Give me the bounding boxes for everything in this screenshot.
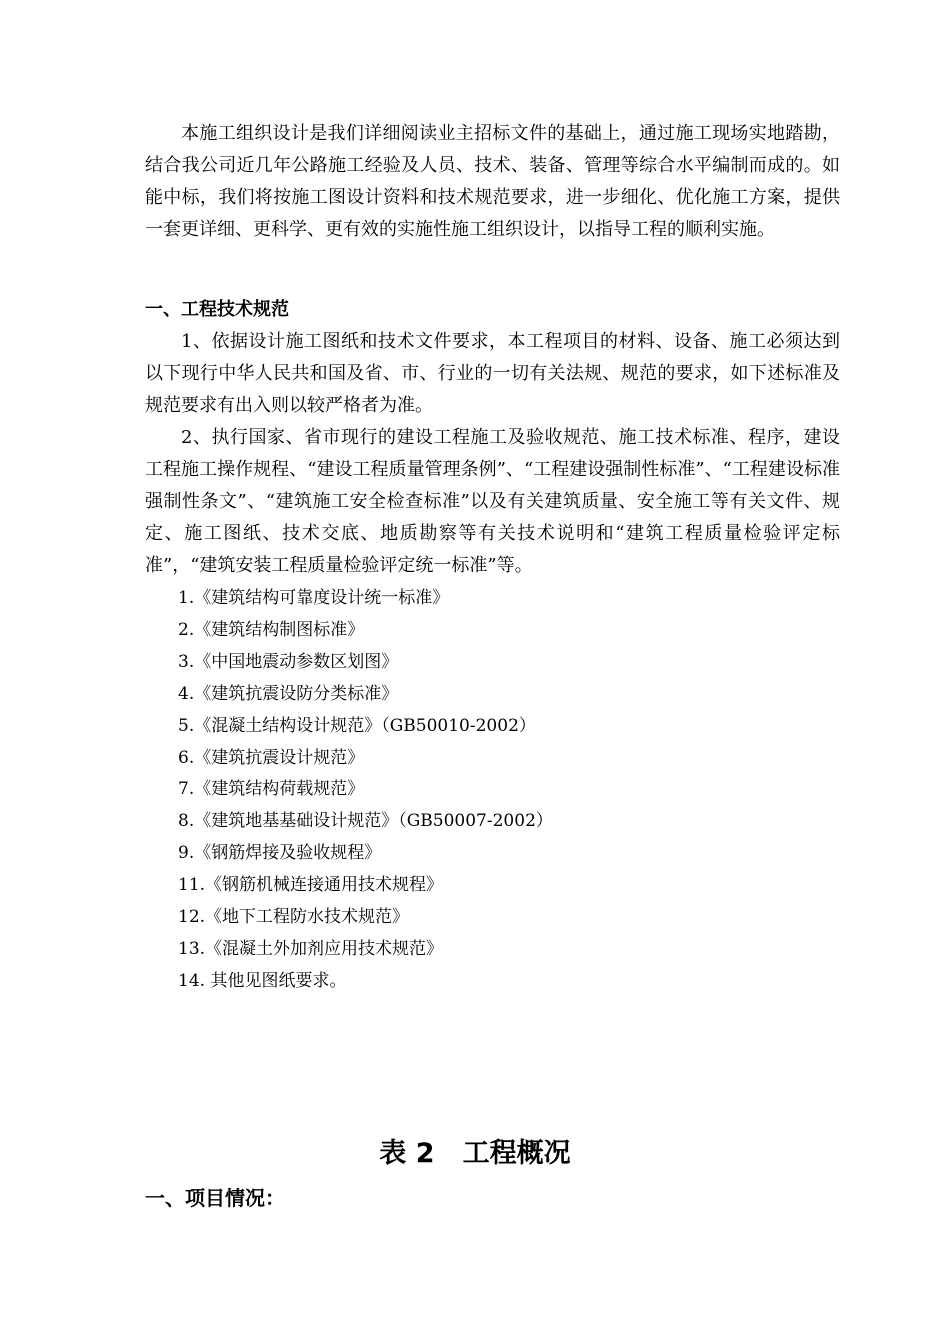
list-item: 1.《建筑结构可靠度设计统一标准》: [178, 588, 450, 608]
table-title: 表 2 工程概况: [379, 1138, 571, 1169]
list-item: 7.《建筑结构荷载规范》: [178, 779, 365, 800]
list-item: 14. 其他见图纸要求。: [178, 970, 347, 991]
list-item: 5.《混凝土结构设计规范》（GB50010-2002）: [178, 715, 536, 736]
intro-paragraph: 本施工组织设计是我们详细阅读业主招标文件的基础上，通过施工现场实地踏勘，结合我公司近几年公路施工经验及人员、技术、装备、管理等综合水平编制而成的。如能中标，我们将按施工图设计资料和技术规范要求，进一步细化、优化施工方案，提供一套更详细、更科学、更有效的实施性施工组织设计，以指导工程的顺利实施。: [145, 123, 840, 240]
list-item: 4.《建筑抗震设防分类标准》: [178, 683, 399, 704]
list-item: 6.《建筑抗震设计规范》: [178, 747, 365, 768]
list-item: 12.《地下工程防水技术规范》: [178, 907, 410, 928]
spec-paragraph-1: 1、依据设计施工图纸和技术文件要求，本工程项目的材料、设备、施工必须达到以下现行中华人民共和国及省、市、行业的一切有关法规、规范的要求，如下述标准及规范要求有出入则以较严格者为准。: [145, 331, 840, 416]
spec-paragraph-2: 2、执行国家、省市现行的建设工程施工及验收规范、施工技术标准、程序，建设工程施工操作规程、“建设工程质量管理条例”、“工程建设强制性标准”、“工程建设标准强制性条文”、“建筑施工安全检查标准”以及有关建筑质量、安全施工等有关文件、规定、施工图纸、技术交底、地质勘察等有关技术说明和“建筑工程质量检验评定标准”，“建筑安装工程质量检验评定统一标准”等。: [145, 427, 840, 576]
list-item: 9.《钢筋焊接及验收规程》: [178, 843, 382, 864]
list-item: 11.《钢筋机械连接通用技术规程》: [178, 875, 444, 896]
list-item: 13.《混凝土外加剂应用技术规范》: [178, 938, 444, 959]
standards-list: [178, 583, 553, 998]
list-item: 3.《中国地震动参数区划图》: [178, 651, 399, 672]
section-heading-project-info: 一、项目情况：: [145, 1186, 285, 1210]
section-heading-technical-specs: 一、工程技术规范: [145, 299, 289, 320]
list-item: 8.《建筑地基基础设计规范》（GB50007-2002）: [178, 811, 553, 832]
list-item: 2.《建筑结构制图标准》: [178, 619, 365, 640]
